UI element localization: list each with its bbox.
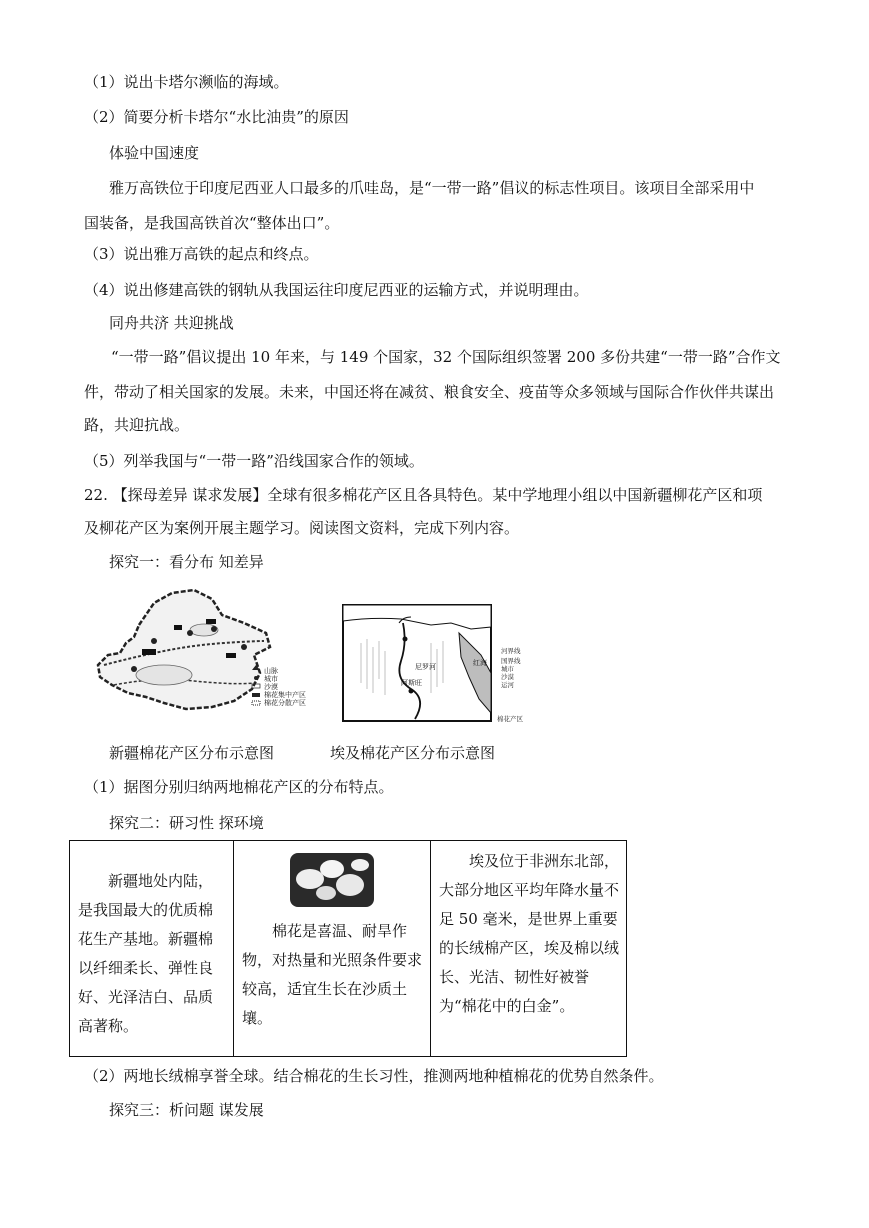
cotton-bolls-image (290, 853, 374, 907)
egypt-cotton-map (341, 603, 523, 723)
section-heading-china-speed: 体验中国速度 (109, 144, 200, 162)
question-5-line: （5）列举我国与“一带一路”沿线国家合作的领域。 (84, 452, 424, 470)
question-22-line: 22. 【探母差异 谋求发展】全球有很多棉花产区且各具特色。某中学地理小组以中国新疆柳花产区和项 (84, 486, 763, 504)
cotton-photo (290, 853, 374, 907)
egypt-map-caption: 埃及棉花产区分布示意图 (330, 744, 496, 762)
cotton-description: 棉花是喜温、耐旱作物，对热量和光照条件要求较高，适宜生长在沙质土壤。 (242, 922, 423, 1027)
paragraph-line: 路，共迎抗战。 (84, 416, 190, 434)
legend-item: 沙漠 (264, 683, 278, 691)
legend-item: 山脉 (264, 667, 278, 675)
cotton-info-table (69, 840, 627, 1057)
section-heading-together: 同舟共济 共迎挑战 (109, 314, 234, 332)
paragraph-line: 国装备，是我国高铁首次“整体出口”。 (84, 214, 340, 232)
xinjiang-map-caption: 新疆棉花产区分布示意图 (109, 744, 275, 762)
legend-item: 棉花集中产区 (264, 691, 306, 699)
xinjiang-description: 新疆地处内陆，是我国最大的优质棉花生产基地。新疆棉以纤细柔长、弹性良好、光泽洁白、品质高著称。 (78, 872, 214, 1035)
legend-item: 棉花分散产区 (264, 699, 306, 707)
legend-item: 城市 (264, 675, 278, 683)
explore-two-heading: 探究二：研习性 探环境 (109, 814, 264, 832)
table-cell-egypt (431, 841, 627, 1057)
explore-one-heading: 探究一：看分布 知差异 (109, 553, 264, 571)
egypt-map-drawing (341, 603, 523, 723)
xinjiang-cotton-map (94, 585, 320, 720)
legend-item: 棉花产区 (497, 715, 523, 723)
paragraph-line: 件，带动了相关国家的发展。未来，中国还将在减贫、粮食安全、疫苗等众多领域与国际合作伙伴共谋出 (84, 383, 775, 401)
egypt-description: 埃及位于非洲东北部，大部分地区平均年降水量不足 50 毫米，是世界上重要的长绒棉产区，埃及棉以绒长、光洁、韧性好被誉为“棉花中的白金”。 (439, 852, 620, 1015)
table-cell-xinjiang (70, 841, 234, 1057)
paragraph-line: “一带一路”倡议提出 10 年来，与 149 个国家，32 个国际组织签署 200 多份共建“一带一路”合作文 (111, 348, 781, 366)
paragraph-line: 雅万高铁位于印度尼西亚人口最多的爪哇岛，是“一带一路”倡议的标志性项目。该项目全部采用中 (109, 179, 755, 197)
nile-label: 尼罗河 (415, 663, 436, 671)
aswan-label: 阿斯旺 (401, 679, 422, 687)
question-1-line: （1）说出卡塔尔濒临的海域。 (84, 73, 289, 91)
legend-item: 国界线 (501, 657, 521, 665)
explore-three-heading: 探究三：析问题 谋发展 (109, 1101, 264, 1119)
legend-item: 城市 (501, 665, 514, 673)
legend-item: 沙漠 (501, 673, 514, 681)
question-4-line: （4）说出修建高铁的钢轨从我国运往印度尼西亚的运输方式，并说明理由。 (84, 281, 589, 299)
table-cell-cotton (234, 841, 431, 1057)
question-22-line-2: 及柳花产区为案例开展主题学习。阅读图文资料，完成下列内容。 (84, 519, 520, 537)
xinjiang-map-drawing (94, 585, 320, 720)
red-sea-label: 红海 (473, 659, 487, 667)
question-2-line: （2）简要分析卡塔尔“水比油贵”的原因 (84, 108, 349, 126)
legend-item: 河界线 (501, 647, 521, 655)
question-22-2-line: （2）两地长绒棉享誉全球。结合棉花的生长习性，推测两地种植棉花的优势自然条件。 (84, 1067, 664, 1085)
question-3-line: （3）说出雅万高铁的起点和终点。 (84, 245, 319, 263)
question-22-1-line: （1）据图分别归纳两地棉花产区的分布特点。 (84, 778, 394, 796)
legend-item: 运河 (501, 681, 514, 689)
